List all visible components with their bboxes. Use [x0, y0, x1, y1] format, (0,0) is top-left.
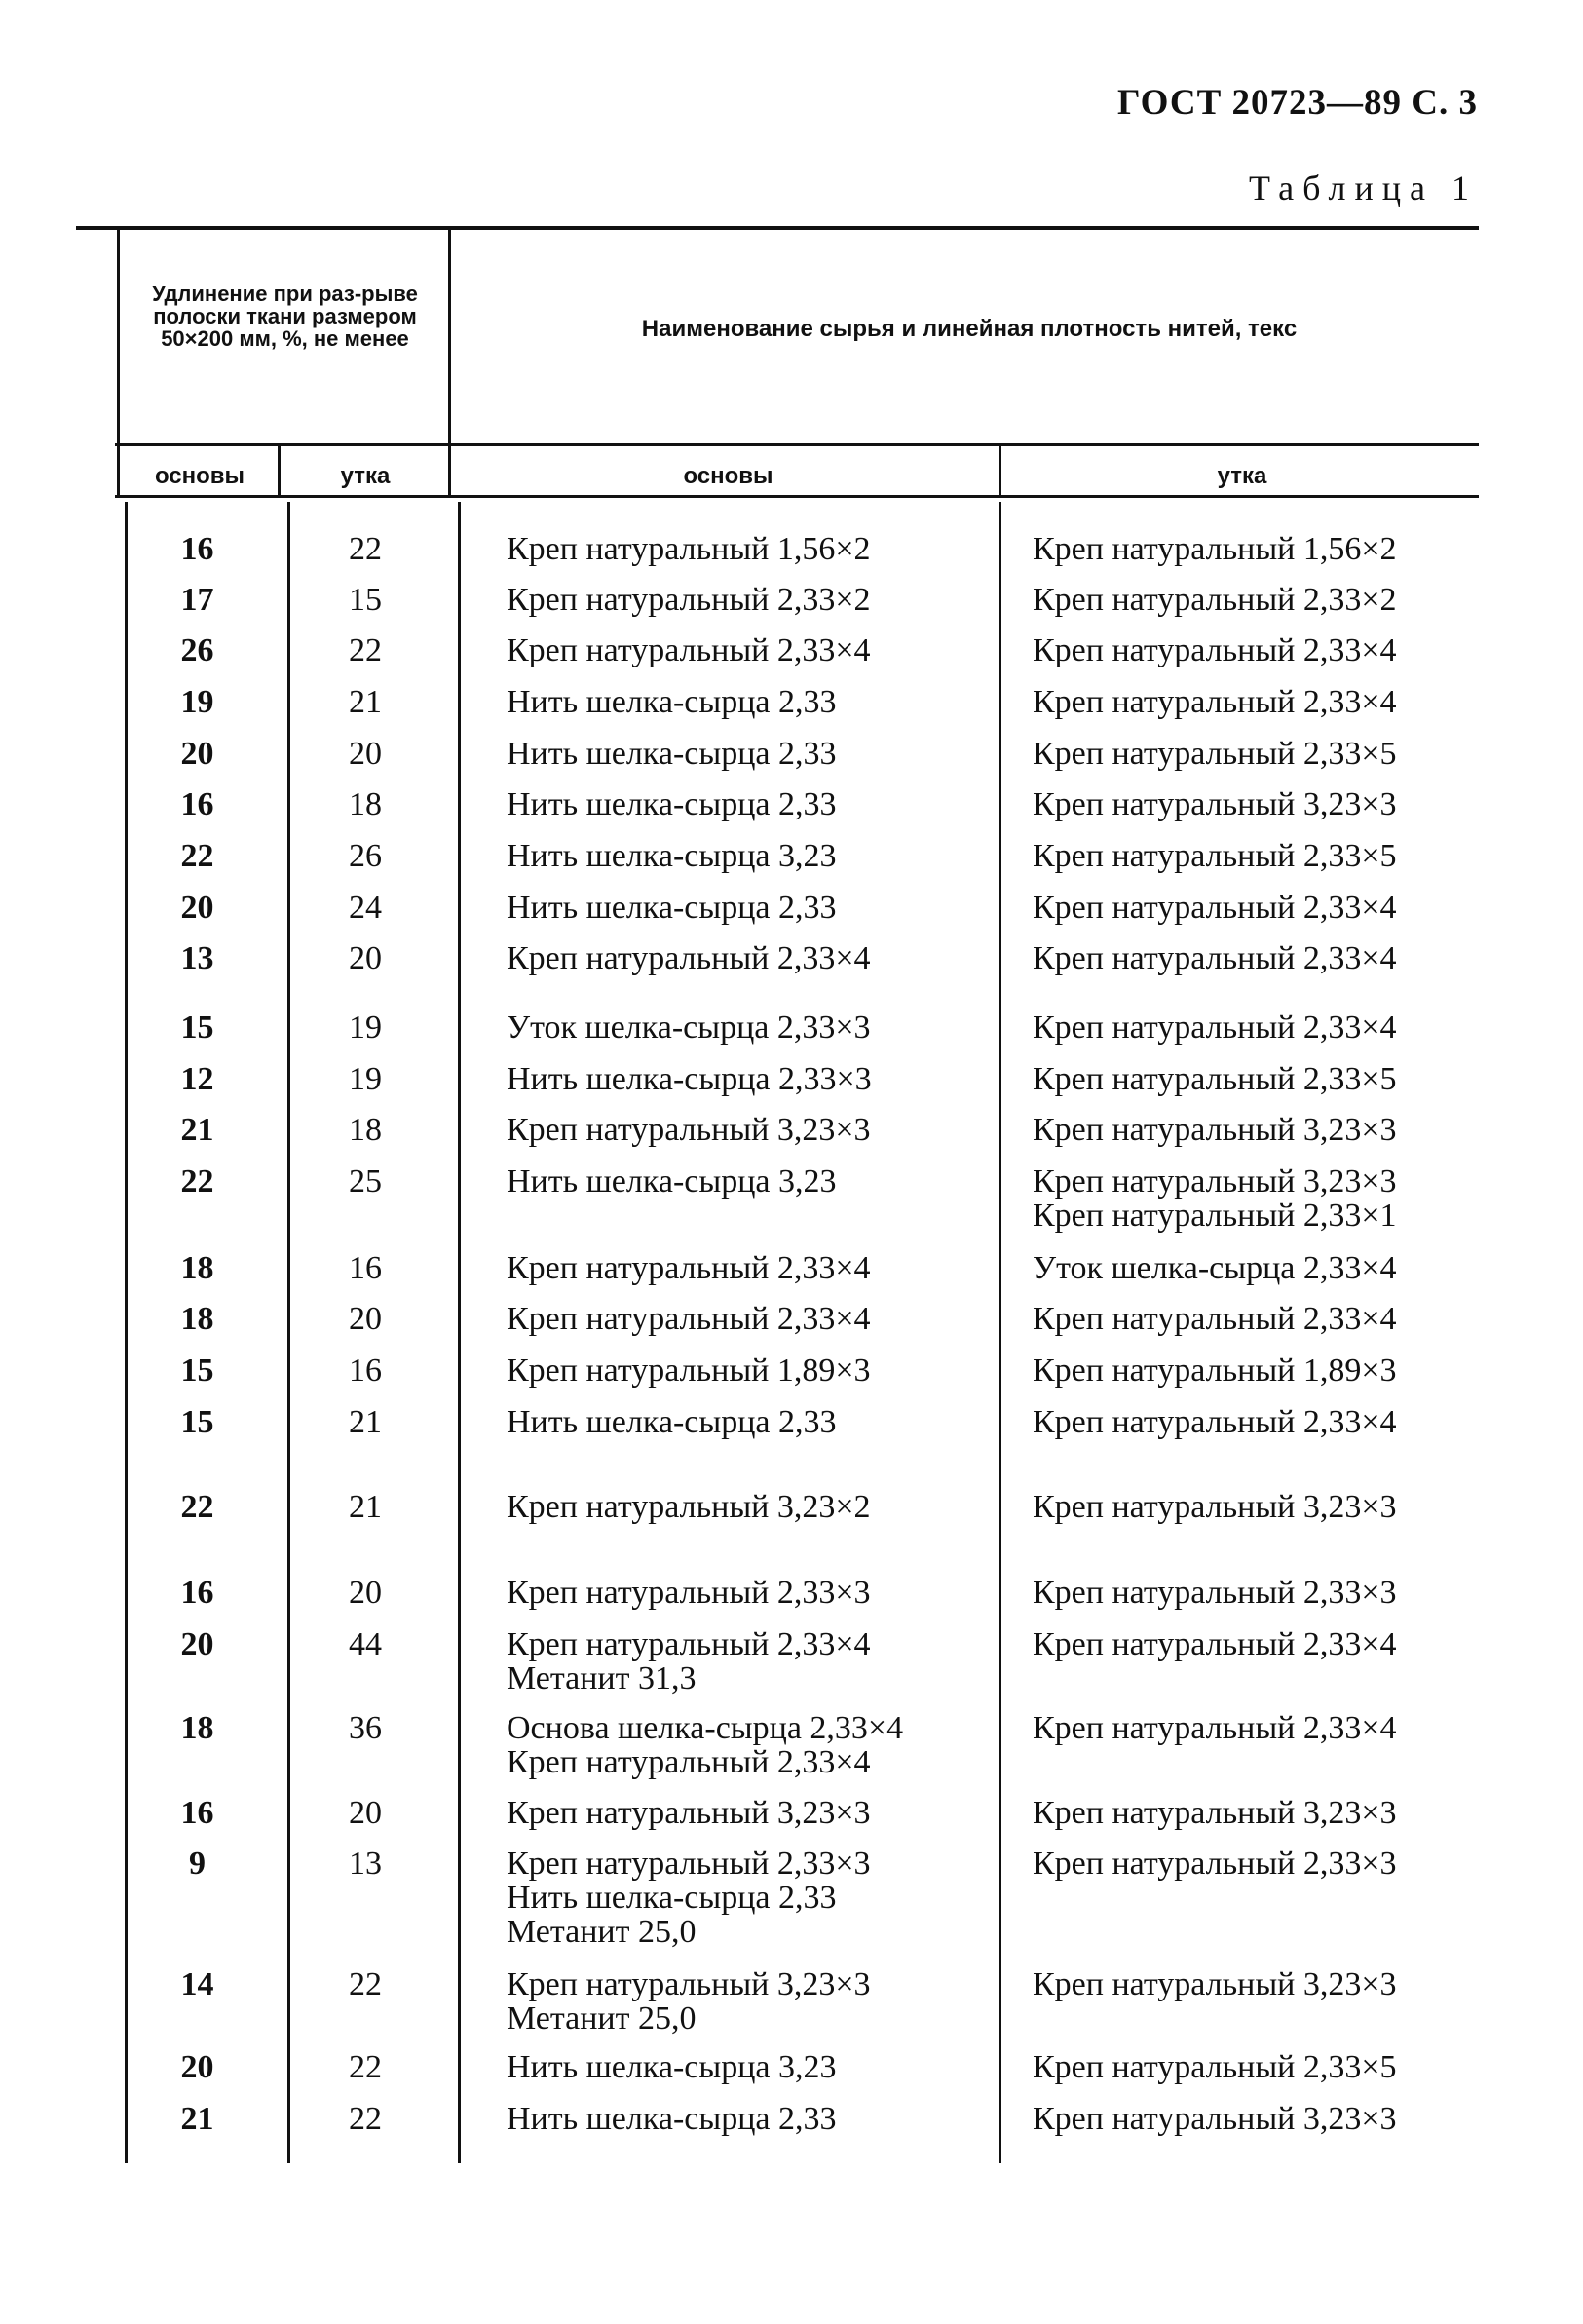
cell-line: Креп натуральный 2,33×4: [1033, 1404, 1397, 1440]
cell-material-warp: [507, 1302, 871, 1336]
cell-elongation-weft: 19: [349, 1010, 382, 1046]
cell-line: Креп натуральный 2,33×4: [1033, 940, 1397, 976]
document-reference: ГОСТ 20723—89 С. 3: [1117, 83, 1478, 123]
cell-material-weft: [1033, 532, 1397, 566]
left-vertical-rule: [117, 230, 120, 498]
cell-material-weft: [1033, 1627, 1397, 1661]
subheader-material-warp: основы: [683, 463, 773, 489]
subheader-bottom-rule: [115, 495, 1479, 498]
cell-material-weft: [1033, 1010, 1397, 1045]
cell-line: Нить шелка-сырца 2,33: [507, 736, 837, 772]
cell-material-weft: [1033, 2050, 1397, 2084]
cell-elongation-weft: 20: [349, 940, 382, 976]
cell-material-weft: [1033, 685, 1397, 719]
cell-line: Креп натуральный 2,33×4: [507, 1744, 871, 1780]
cell-line: Креп натуральный 2,33×4: [1033, 1301, 1397, 1337]
cell-elongation-weft: 16: [349, 1352, 382, 1389]
cell-line: Креп натуральный 1,56×2: [507, 531, 871, 567]
cell-elongation-weft: 26: [349, 838, 382, 874]
cell-material-weft: [1033, 1353, 1397, 1388]
cell-line: Креп натуральный 2,33×4: [507, 632, 871, 668]
cell-material-weft: [1033, 941, 1397, 975]
cell-elongation-warp: 16: [180, 531, 214, 567]
cell-line: Нить шелка-сырца 2,33: [507, 684, 837, 720]
cell-elongation-weft: 22: [349, 531, 382, 567]
cell-line: Уток шелка-сырца 2,33×4: [1033, 1250, 1397, 1286]
cell-line: Креп натуральный 3,23×3: [1033, 786, 1397, 822]
cell-line: Креп натуральный 3,23×3: [1033, 1489, 1397, 1525]
cell-material-warp: [507, 1251, 871, 1285]
cell-line: Креп натуральный 2,33×3: [1033, 1575, 1397, 1611]
cell-elongation-weft: 24: [349, 890, 382, 926]
cell-elongation-warp: 22: [180, 1489, 214, 1525]
cell-line: Креп натуральный 2,33×2: [507, 582, 871, 618]
cell-line: Креп натуральный 3,23×3: [1033, 1112, 1397, 1148]
cell-material-weft: [1033, 1576, 1397, 1610]
cell-material-warp: [507, 1113, 871, 1147]
subheader-elong-weft: утка: [340, 463, 391, 489]
header-divider-rule: [115, 443, 1479, 446]
cell-material-warp: [507, 1490, 871, 1524]
sub-vertical-rule-a: [278, 446, 281, 495]
cell-line: Креп натуральный 1,56×2: [1033, 531, 1397, 567]
cell-material-weft: [1033, 891, 1397, 925]
cell-elongation-weft: 21: [349, 684, 382, 720]
cell-material-weft: [1033, 1113, 1397, 1147]
cell-material-warp: [507, 1353, 871, 1388]
cell-elongation-weft: 22: [349, 2101, 382, 2137]
cell-line: Нить шелка-сырца 2,33: [507, 1880, 837, 1916]
cell-elongation-warp: 18: [180, 1301, 214, 1337]
cell-line: Креп натуральный 2,33×3: [1033, 1846, 1397, 1882]
cell-line: Креп натуральный 2,33×4: [507, 1626, 871, 1662]
cell-line: Метанит 25,0: [507, 2000, 697, 2037]
header-elongation: Удлинение при раз-рыве полоски ткани размером 50×200 мм, %, не менее: [152, 282, 418, 352]
cell-elongation-warp: 21: [180, 1112, 214, 1148]
cell-line: Нить шелка-сырца 3,23: [507, 2049, 837, 2085]
cell-material-warp: [507, 787, 837, 821]
body-vertical-rule-4: [999, 502, 1001, 2163]
cell-material-warp: [507, 1062, 872, 1096]
cell-material-weft: [1033, 1302, 1397, 1336]
cell-elongation-warp: 16: [180, 1575, 214, 1611]
cell-material-weft: [1033, 1405, 1397, 1439]
cell-line: Креп натуральный 3,23×3: [1033, 1795, 1397, 1831]
cell-elongation-warp: 9: [189, 1846, 206, 1882]
cell-material-warp: [507, 1967, 871, 2036]
body-vertical-rule-3: [458, 502, 461, 2163]
cell-elongation-warp: 15: [180, 1010, 214, 1046]
cell-elongation-warp: 21: [180, 2101, 214, 2137]
cell-elongation-warp: 18: [180, 1710, 214, 1746]
cell-elongation-warp: 20: [180, 890, 214, 926]
cell-line: Креп натуральный 3,23×3: [1033, 1966, 1397, 2002]
cell-material-weft: [1033, 787, 1397, 821]
cell-material-weft: [1033, 2102, 1397, 2136]
cell-line: Креп натуральный 3,23×3: [507, 1795, 871, 1831]
cell-line: Креп натуральный 2,33×4: [507, 1301, 871, 1337]
cell-material-weft: [1033, 1251, 1397, 1285]
cell-line: Нить шелка-сырца 2,33: [507, 890, 837, 926]
cell-material-warp: [507, 583, 871, 617]
cell-material-warp: [507, 2102, 837, 2136]
cell-elongation-warp: 19: [180, 684, 214, 720]
cell-elongation-warp: 16: [180, 786, 214, 822]
cell-elongation-weft: 20: [349, 1301, 382, 1337]
cell-line: Креп натуральный 1,89×3: [507, 1352, 871, 1389]
cell-elongation-warp: 18: [180, 1250, 214, 1286]
cell-elongation-warp: 17: [180, 582, 214, 618]
cell-elongation-warp: 15: [180, 1404, 214, 1440]
cell-material-weft: [1033, 1967, 1397, 2001]
cell-elongation-weft: 20: [349, 736, 382, 772]
cell-material-warp: [507, 839, 837, 873]
cell-line: Креп натуральный 2,33×1: [1033, 1198, 1397, 1234]
cell-line: Нить шелка-сырца 2,33: [507, 1404, 837, 1440]
cell-line: Креп натуральный 2,33×4: [1033, 684, 1397, 720]
cell-line: Креп натуральный 2,33×4: [1033, 1010, 1397, 1046]
cell-material-warp: [507, 737, 837, 771]
cell-line: Нить шелка-сырца 2,33: [507, 786, 837, 822]
cell-material-warp: [507, 1010, 871, 1045]
cell-elongation-weft: 25: [349, 1163, 382, 1200]
cell-line: Уток шелка-сырца 2,33×3: [507, 1010, 871, 1046]
cell-line: Креп натуральный 2,33×4: [1033, 1710, 1397, 1746]
cell-elongation-weft: 15: [349, 582, 382, 618]
cell-line: Нить шелка-сырца 3,23: [507, 838, 837, 874]
cell-line: Креп натуральный 2,33×4: [507, 940, 871, 976]
cell-line: Креп натуральный 2,33×4: [507, 1250, 871, 1286]
cell-material-weft: [1033, 839, 1397, 873]
cell-line: Креп натуральный 3,23×3: [1033, 2101, 1397, 2137]
cell-line: Нить шелка-сырца 2,33×3: [507, 1061, 872, 1097]
cell-elongation-weft: 19: [349, 1061, 382, 1097]
subheader-material-weft: утка: [1217, 463, 1267, 489]
cell-line: Креп натуральный 2,33×5: [1033, 736, 1397, 772]
cell-line: Креп натуральный 2,33×3: [507, 1575, 871, 1611]
cell-line: Креп натуральный 2,33×3: [507, 1846, 871, 1882]
cell-line: Креп натуральный 2,33×4: [1033, 890, 1397, 926]
header-vertical-rule: [448, 230, 451, 498]
cell-material-warp: [507, 633, 871, 667]
cell-material-warp: [507, 1711, 903, 1779]
cell-line: Креп натуральный 2,33×4: [1033, 1626, 1397, 1662]
cell-line: Креп натуральный 3,23×3: [1033, 1163, 1397, 1200]
cell-elongation-weft: 36: [349, 1710, 382, 1746]
cell-elongation-weft: 20: [349, 1795, 382, 1831]
cell-line: Креп натуральный 3,23×3: [507, 1966, 871, 2002]
cell-line: Метанит 25,0: [507, 1914, 697, 1950]
cell-material-weft: [1033, 1164, 1397, 1233]
cell-material-weft: [1033, 1711, 1397, 1745]
table-top-rule: [76, 226, 1479, 230]
cell-material-warp: [507, 891, 837, 925]
cell-elongation-warp: 13: [180, 940, 214, 976]
cell-material-weft: [1033, 583, 1397, 617]
cell-line: Креп натуральный 3,23×2: [507, 1489, 871, 1525]
table-label: Таблица 1: [1249, 169, 1478, 208]
subheader-elong-warp: основы: [154, 463, 245, 489]
cell-elongation-warp: 20: [180, 2049, 214, 2085]
cell-elongation-weft: 44: [349, 1626, 382, 1662]
cell-elongation-warp: 22: [180, 838, 214, 874]
cell-elongation-warp: 20: [180, 1626, 214, 1662]
header-material: Наименование сырья и линейная плотность нитей, текс: [641, 316, 1298, 342]
cell-line: Креп натуральный 3,23×3: [507, 1112, 871, 1148]
cell-line: Метанит 31,3: [507, 1660, 697, 1696]
cell-elongation-weft: 22: [349, 2049, 382, 2085]
cell-material-warp: [507, 2050, 837, 2084]
cell-elongation-weft: 21: [349, 1404, 382, 1440]
cell-material-weft: [1033, 1062, 1397, 1096]
cell-line: Нить шелка-сырца 3,23: [507, 1163, 837, 1200]
cell-elongation-warp: 26: [180, 632, 214, 668]
cell-line: Креп натуральный 1,89×3: [1033, 1352, 1397, 1389]
cell-line: Основа шелка-сырца 2,33×4: [507, 1710, 904, 1746]
cell-elongation-weft: 13: [349, 1846, 382, 1882]
cell-material-weft: [1033, 633, 1397, 667]
cell-elongation-weft: 22: [349, 632, 382, 668]
cell-elongation-warp: 12: [180, 1061, 214, 1097]
cell-line: Креп натуральный 2,33×5: [1033, 2049, 1397, 2085]
cell-line: Креп натуральный 2,33×2: [1033, 582, 1397, 618]
cell-material-weft: [1033, 1490, 1397, 1524]
body-vertical-rule-2: [287, 502, 290, 2163]
cell-material-warp: [507, 941, 871, 975]
cell-line: Креп натуральный 2,33×4: [1033, 632, 1397, 668]
cell-material-warp: [507, 1796, 871, 1830]
cell-line: Креп натуральный 2,33×5: [1033, 1061, 1397, 1097]
cell-elongation-warp: 15: [180, 1352, 214, 1389]
cell-material-weft: [1033, 737, 1397, 771]
cell-material-warp: [507, 685, 837, 719]
cell-material-weft: [1033, 1796, 1397, 1830]
cell-elongation-warp: 22: [180, 1163, 214, 1200]
cell-elongation-weft: 18: [349, 1112, 382, 1148]
cell-elongation-weft: 22: [349, 1966, 382, 2002]
cell-material-warp: [507, 1576, 871, 1610]
cell-elongation-weft: 21: [349, 1489, 382, 1525]
cell-elongation-weft: 18: [349, 786, 382, 822]
cell-material-warp: [507, 532, 871, 566]
cell-elongation-warp: 20: [180, 736, 214, 772]
cell-elongation-warp: 16: [180, 1795, 214, 1831]
cell-elongation-weft: 16: [349, 1250, 382, 1286]
cell-material-warp: [507, 1627, 871, 1695]
cell-material-weft: [1033, 1847, 1397, 1881]
sub-vertical-rule-b: [999, 446, 1001, 495]
cell-elongation-weft: 20: [349, 1575, 382, 1611]
cell-elongation-warp: 14: [180, 1966, 214, 2002]
cell-line: Креп натуральный 2,33×5: [1033, 838, 1397, 874]
cell-material-warp: [507, 1847, 871, 1949]
cell-line: Нить шелка-сырца 2,33: [507, 2101, 837, 2137]
cell-material-warp: [507, 1405, 837, 1439]
cell-material-warp: [507, 1164, 837, 1199]
